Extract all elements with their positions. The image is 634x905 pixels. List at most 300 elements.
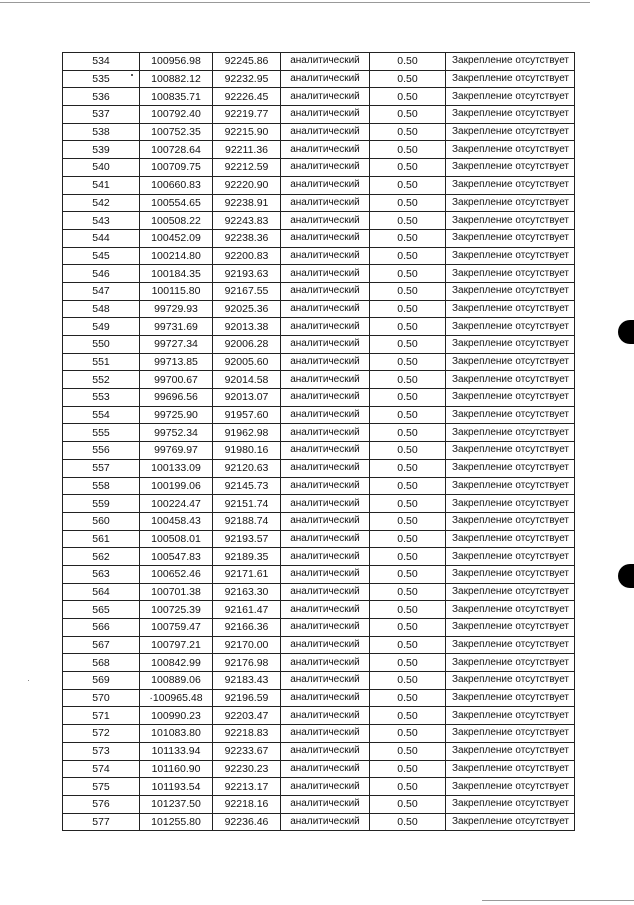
method-cell: аналитический — [281, 159, 370, 177]
method-cell: аналитический — [281, 247, 370, 265]
error-cell: 0.50 — [370, 212, 446, 230]
point-number-cell: 558 — [63, 477, 140, 495]
method-cell: аналитический — [281, 212, 370, 230]
error-cell: 0.50 — [370, 53, 446, 71]
marking-note-cell: Закрепление отсутствует — [446, 707, 575, 725]
y-coordinate-cell: 92171.61 — [213, 565, 281, 583]
y-coordinate-cell: 92196.59 — [213, 689, 281, 707]
y-coordinate-cell: 92167.55 — [213, 282, 281, 300]
table-row — [63, 282, 575, 300]
point-number-cell: 537 — [63, 106, 140, 124]
x-coordinate-cell: 100115.80 — [140, 282, 213, 300]
table-row — [63, 672, 575, 690]
marking-note-cell: Закрепление отсутствует — [446, 689, 575, 707]
y-coordinate-cell: 92226.45 — [213, 88, 281, 106]
method-cell: аналитический — [281, 654, 370, 672]
error-cell: 0.50 — [370, 636, 446, 654]
bottom-scan-edge — [482, 900, 634, 901]
y-coordinate-cell: 92212.59 — [213, 159, 281, 177]
method-cell: аналитический — [281, 477, 370, 495]
point-number-cell: 543 — [63, 212, 140, 230]
marking-note-cell: Закрепление отсутствует — [446, 477, 575, 495]
x-coordinate-cell: 101255.80 — [140, 813, 213, 831]
point-number-cell: 546 — [63, 265, 140, 283]
y-coordinate-cell: 91980.16 — [213, 442, 281, 460]
error-cell: 0.50 — [370, 725, 446, 743]
error-cell: 0.50 — [370, 318, 446, 336]
method-cell: аналитический — [281, 88, 370, 106]
x-coordinate-cell: 99700.67 — [140, 371, 213, 389]
table-row — [63, 795, 575, 813]
point-number-cell: 568 — [63, 654, 140, 672]
method-cell: аналитический — [281, 371, 370, 389]
error-cell: 0.50 — [370, 565, 446, 583]
marking-note-cell: Закрепление отсутствует — [446, 495, 575, 513]
method-cell: аналитический — [281, 565, 370, 583]
marking-note-cell: Закрепление отсутствует — [446, 212, 575, 230]
x-coordinate-cell: 100956.98 — [140, 53, 213, 71]
marking-note-cell: Закрепление отсутствует — [446, 282, 575, 300]
table-row — [63, 725, 575, 743]
point-number-cell: 576 — [63, 795, 140, 813]
y-coordinate-cell: 92213.17 — [213, 778, 281, 796]
point-number-cell: 570 — [63, 689, 140, 707]
table-row — [63, 336, 575, 354]
marking-note-cell: Закрепление отсутствует — [446, 672, 575, 690]
marking-note-cell: Закрепление отсутствует — [446, 795, 575, 813]
y-coordinate-cell: 92145.73 — [213, 477, 281, 495]
point-number-cell: 574 — [63, 760, 140, 778]
y-coordinate-cell: 92220.90 — [213, 176, 281, 194]
x-coordinate-cell: 100701.38 — [140, 583, 213, 601]
x-coordinate-cell: 100133.09 — [140, 459, 213, 477]
x-coordinate-cell: 100728.64 — [140, 141, 213, 159]
marking-note-cell: Закрепление отсутствует — [446, 194, 575, 212]
point-number-cell: 553 — [63, 389, 140, 407]
method-cell: аналитический — [281, 795, 370, 813]
error-cell: 0.50 — [370, 442, 446, 460]
point-number-cell: 535 — [63, 70, 140, 88]
error-cell: 0.50 — [370, 336, 446, 354]
x-coordinate-cell: 100835.71 — [140, 88, 213, 106]
marking-note-cell: Закрепление отсутствует — [446, 619, 575, 637]
error-cell: 0.50 — [370, 123, 446, 141]
point-number-cell: 565 — [63, 601, 140, 619]
table-row — [63, 406, 575, 424]
table-row — [63, 707, 575, 725]
error-cell: 0.50 — [370, 424, 446, 442]
table-row — [63, 70, 575, 88]
y-coordinate-cell: 92025.36 — [213, 300, 281, 318]
y-coordinate-cell: 92193.63 — [213, 265, 281, 283]
x-coordinate-cell: ·100965.48 — [140, 689, 213, 707]
table-row — [63, 123, 575, 141]
x-coordinate-cell: 100709.75 — [140, 159, 213, 177]
error-cell: 0.50 — [370, 194, 446, 212]
marking-note-cell: Закрепление отсутствует — [446, 336, 575, 354]
method-cell: аналитический — [281, 106, 370, 124]
method-cell: аналитический — [281, 424, 370, 442]
y-coordinate-cell: 92014.58 — [213, 371, 281, 389]
punch-hole — [618, 320, 634, 344]
method-cell: аналитический — [281, 389, 370, 407]
error-cell: 0.50 — [370, 176, 446, 194]
error-cell: 0.50 — [370, 247, 446, 265]
method-cell: аналитический — [281, 672, 370, 690]
y-coordinate-cell: 92166.36 — [213, 619, 281, 637]
method-cell: аналитический — [281, 459, 370, 477]
error-cell: 0.50 — [370, 689, 446, 707]
method-cell: аналитический — [281, 689, 370, 707]
x-coordinate-cell: 100452.09 — [140, 229, 213, 247]
table-row — [63, 229, 575, 247]
error-cell: 0.50 — [370, 619, 446, 637]
x-coordinate-cell: 99696.56 — [140, 389, 213, 407]
y-coordinate-cell: 92013.38 — [213, 318, 281, 336]
y-coordinate-cell: 92233.67 — [213, 742, 281, 760]
method-cell: аналитический — [281, 619, 370, 637]
point-number-cell: 571 — [63, 707, 140, 725]
marking-note-cell: Закрепление отсутствует — [446, 742, 575, 760]
table-row — [63, 371, 575, 389]
point-number-cell: 573 — [63, 742, 140, 760]
point-number-cell: 556 — [63, 442, 140, 460]
point-number-cell: 566 — [63, 619, 140, 637]
marking-note-cell: Закрепление отсутствует — [446, 389, 575, 407]
x-coordinate-cell: 100759.47 — [140, 619, 213, 637]
x-coordinate-cell: 100547.83 — [140, 548, 213, 566]
x-coordinate-cell: 100508.22 — [140, 212, 213, 230]
point-number-cell: 552 — [63, 371, 140, 389]
marking-note-cell: Закрепление отсутствует — [446, 265, 575, 283]
x-coordinate-cell: 99713.85 — [140, 353, 213, 371]
point-number-cell: 539 — [63, 141, 140, 159]
error-cell: 0.50 — [370, 70, 446, 88]
x-coordinate-cell: 100508.01 — [140, 530, 213, 548]
x-coordinate-cell: 99725.90 — [140, 406, 213, 424]
method-cell: аналитический — [281, 742, 370, 760]
table-row — [63, 247, 575, 265]
marking-note-cell: Закрепление отсутствует — [446, 300, 575, 318]
method-cell: аналитический — [281, 353, 370, 371]
error-cell: 0.50 — [370, 477, 446, 495]
method-cell: аналитический — [281, 601, 370, 619]
point-number-cell: 544 — [63, 229, 140, 247]
table-row — [63, 159, 575, 177]
method-cell: аналитический — [281, 70, 370, 88]
point-number-cell: 562 — [63, 548, 140, 566]
point-number-cell: 536 — [63, 88, 140, 106]
y-coordinate-cell: 92230.23 — [213, 760, 281, 778]
y-coordinate-cell: 92211.36 — [213, 141, 281, 159]
error-cell: 0.50 — [370, 707, 446, 725]
marking-note-cell: Закрепление отсутствует — [446, 601, 575, 619]
table-row — [63, 583, 575, 601]
point-number-cell: 560 — [63, 512, 140, 530]
method-cell: аналитический — [281, 141, 370, 159]
table-row — [63, 477, 575, 495]
method-cell: аналитический — [281, 530, 370, 548]
point-number-cell: 542 — [63, 194, 140, 212]
marking-note-cell: Закрепление отсутствует — [446, 813, 575, 831]
table-row — [63, 565, 575, 583]
x-coordinate-cell: 99769.97 — [140, 442, 213, 460]
marking-note-cell: Закрепление отсутствует — [446, 512, 575, 530]
error-cell: 0.50 — [370, 141, 446, 159]
table-row — [63, 654, 575, 672]
x-coordinate-cell: 100214.80 — [140, 247, 213, 265]
error-cell: 0.50 — [370, 282, 446, 300]
marking-note-cell: Закрепление отсутствует — [446, 318, 575, 336]
marking-note-cell: Закрепление отсутствует — [446, 106, 575, 124]
marking-note-cell: Закрепление отсутствует — [446, 636, 575, 654]
method-cell: аналитический — [281, 53, 370, 71]
top-scan-edge — [0, 2, 590, 3]
table-row — [63, 265, 575, 283]
table-row — [63, 548, 575, 566]
table-row — [63, 106, 575, 124]
marking-note-cell: Закрепление отсутствует — [446, 548, 575, 566]
y-coordinate-cell: 92200.83 — [213, 247, 281, 265]
error-cell: 0.50 — [370, 495, 446, 513]
marking-note-cell: Закрепление отсутствует — [446, 424, 575, 442]
table-row — [63, 459, 575, 477]
table-row — [63, 619, 575, 637]
point-number-cell: 577 — [63, 813, 140, 831]
error-cell: 0.50 — [370, 742, 446, 760]
point-number-cell: 541 — [63, 176, 140, 194]
method-cell: аналитический — [281, 636, 370, 654]
method-cell: аналитический — [281, 194, 370, 212]
error-cell: 0.50 — [370, 548, 446, 566]
y-coordinate-cell: 92151.74 — [213, 495, 281, 513]
table-row — [63, 512, 575, 530]
table-row — [63, 495, 575, 513]
point-number-cell: 551 — [63, 353, 140, 371]
point-number-cell: 545 — [63, 247, 140, 265]
y-coordinate-cell: 92183.43 — [213, 672, 281, 690]
table-row — [63, 212, 575, 230]
method-cell: аналитический — [281, 282, 370, 300]
method-cell: аналитический — [281, 176, 370, 194]
error-cell: 0.50 — [370, 88, 446, 106]
marking-note-cell: Закрепление отсутствует — [446, 53, 575, 71]
marking-note-cell: Закрепление отсутствует — [446, 725, 575, 743]
y-coordinate-cell: 92176.98 — [213, 654, 281, 672]
coordinates-table-body — [63, 53, 575, 831]
point-number-cell: 548 — [63, 300, 140, 318]
point-number-cell: 547 — [63, 282, 140, 300]
method-cell: аналитический — [281, 300, 370, 318]
marking-note-cell: Закрепление отсутствует — [446, 371, 575, 389]
error-cell: 0.50 — [370, 389, 446, 407]
method-cell: аналитический — [281, 813, 370, 831]
method-cell: аналитический — [281, 512, 370, 530]
point-number-cell: 575 — [63, 778, 140, 796]
x-coordinate-cell: 100554.65 — [140, 194, 213, 212]
error-cell: 0.50 — [370, 583, 446, 601]
y-coordinate-cell: 92170.00 — [213, 636, 281, 654]
x-coordinate-cell: 101160.90 — [140, 760, 213, 778]
error-cell: 0.50 — [370, 530, 446, 548]
y-coordinate-cell: 92161.47 — [213, 601, 281, 619]
y-coordinate-cell: 92219.77 — [213, 106, 281, 124]
x-coordinate-cell: 100660.83 — [140, 176, 213, 194]
point-number-cell: 567 — [63, 636, 140, 654]
point-number-cell: 569 — [63, 672, 140, 690]
marking-note-cell: Закрепление отсутствует — [446, 442, 575, 460]
table-row — [63, 88, 575, 106]
y-coordinate-cell: 92188.74 — [213, 512, 281, 530]
y-coordinate-cell: 92005.60 — [213, 353, 281, 371]
point-number-cell: 559 — [63, 495, 140, 513]
error-cell: 0.50 — [370, 371, 446, 389]
x-coordinate-cell: 99729.93 — [140, 300, 213, 318]
marking-note-cell: Закрепление отсутствует — [446, 760, 575, 778]
marking-note-cell: Закрепление отсутствует — [446, 123, 575, 141]
table-row — [63, 389, 575, 407]
method-cell: аналитический — [281, 406, 370, 424]
y-coordinate-cell: 92232.95 — [213, 70, 281, 88]
point-number-cell: 555 — [63, 424, 140, 442]
error-cell: 0.50 — [370, 778, 446, 796]
coordinates-table — [62, 52, 575, 831]
marking-note-cell: Закрепление отсутствует — [446, 778, 575, 796]
x-coordinate-cell: 100792.40 — [140, 106, 213, 124]
error-cell: 0.50 — [370, 406, 446, 424]
error-cell: 0.50 — [370, 106, 446, 124]
x-coordinate-cell: 100889.06 — [140, 672, 213, 690]
y-coordinate-cell: 92189.35 — [213, 548, 281, 566]
error-cell: 0.50 — [370, 760, 446, 778]
table-row — [63, 760, 575, 778]
marking-note-cell: Закрепление отсутствует — [446, 654, 575, 672]
x-coordinate-cell: 101133.94 — [140, 742, 213, 760]
y-coordinate-cell: 92238.36 — [213, 229, 281, 247]
x-coordinate-cell: 100458.43 — [140, 512, 213, 530]
y-coordinate-cell: 92013.07 — [213, 389, 281, 407]
error-cell: 0.50 — [370, 512, 446, 530]
table-row — [63, 176, 575, 194]
table-row — [63, 442, 575, 460]
method-cell: аналитический — [281, 318, 370, 336]
error-cell: 0.50 — [370, 795, 446, 813]
method-cell: аналитический — [281, 495, 370, 513]
table-row — [63, 141, 575, 159]
y-coordinate-cell: 92238.91 — [213, 194, 281, 212]
error-cell: 0.50 — [370, 654, 446, 672]
y-coordinate-cell: 92243.83 — [213, 212, 281, 230]
x-coordinate-cell: 99731.69 — [140, 318, 213, 336]
marking-note-cell: Закрепление отсутствует — [446, 565, 575, 583]
point-number-cell: 557 — [63, 459, 140, 477]
table-row — [63, 636, 575, 654]
table-row — [63, 318, 575, 336]
x-coordinate-cell: 100990.23 — [140, 707, 213, 725]
scan-speck — [28, 680, 29, 681]
x-coordinate-cell: 100652.46 — [140, 565, 213, 583]
marking-note-cell: Закрепление отсутствует — [446, 530, 575, 548]
x-coordinate-cell: 100199.06 — [140, 477, 213, 495]
x-coordinate-cell: 100224.47 — [140, 495, 213, 513]
y-coordinate-cell: 92203.47 — [213, 707, 281, 725]
error-cell: 0.50 — [370, 459, 446, 477]
point-number-cell: 563 — [63, 565, 140, 583]
y-coordinate-cell: 92193.57 — [213, 530, 281, 548]
table-row — [63, 601, 575, 619]
marking-note-cell: Закрепление отсутствует — [446, 88, 575, 106]
marking-note-cell: Закрепление отсутствует — [446, 141, 575, 159]
table-row — [63, 300, 575, 318]
method-cell: аналитический — [281, 548, 370, 566]
x-coordinate-cell: 101193.54 — [140, 778, 213, 796]
x-coordinate-cell: 100882.12 — [140, 70, 213, 88]
x-coordinate-cell: 100797.21 — [140, 636, 213, 654]
method-cell: аналитический — [281, 707, 370, 725]
error-cell: 0.50 — [370, 300, 446, 318]
table-row — [63, 353, 575, 371]
marking-note-cell: Закрепление отсутствует — [446, 70, 575, 88]
x-coordinate-cell: 100752.35 — [140, 123, 213, 141]
method-cell: аналитический — [281, 778, 370, 796]
y-coordinate-cell: 92236.46 — [213, 813, 281, 831]
method-cell: аналитический — [281, 265, 370, 283]
y-coordinate-cell: 91962.98 — [213, 424, 281, 442]
point-number-cell: 538 — [63, 123, 140, 141]
error-cell: 0.50 — [370, 601, 446, 619]
method-cell: аналитический — [281, 442, 370, 460]
y-coordinate-cell: 92215.90 — [213, 123, 281, 141]
marking-note-cell: Закрепление отсутствует — [446, 176, 575, 194]
table-row — [63, 689, 575, 707]
table-row — [63, 530, 575, 548]
x-coordinate-cell: 100725.39 — [140, 601, 213, 619]
x-coordinate-cell: 100842.99 — [140, 654, 213, 672]
method-cell: аналитический — [281, 725, 370, 743]
table-row — [63, 424, 575, 442]
method-cell: аналитический — [281, 760, 370, 778]
table-row — [63, 194, 575, 212]
point-number-cell: 564 — [63, 583, 140, 601]
y-coordinate-cell: 92245.86 — [213, 53, 281, 71]
x-coordinate-cell: 101083.80 — [140, 725, 213, 743]
x-coordinate-cell: 99727.34 — [140, 336, 213, 354]
marking-note-cell: Закрепление отсутствует — [446, 406, 575, 424]
error-cell: 0.50 — [370, 672, 446, 690]
error-cell: 0.50 — [370, 159, 446, 177]
marking-note-cell: Закрепление отсутствует — [446, 247, 575, 265]
method-cell: аналитический — [281, 336, 370, 354]
y-coordinate-cell: 92163.30 — [213, 583, 281, 601]
marking-note-cell: Закрепление отсутствует — [446, 353, 575, 371]
y-coordinate-cell: 92218.16 — [213, 795, 281, 813]
table-row — [63, 53, 575, 71]
point-number-cell: 549 — [63, 318, 140, 336]
point-number-cell: 550 — [63, 336, 140, 354]
point-number-cell: 561 — [63, 530, 140, 548]
marking-note-cell: Закрепление отсутствует — [446, 459, 575, 477]
x-coordinate-cell: 99752.34 — [140, 424, 213, 442]
marking-note-cell: Закрепление отсутствует — [446, 583, 575, 601]
y-coordinate-cell: 92218.83 — [213, 725, 281, 743]
point-number-cell: 554 — [63, 406, 140, 424]
point-number-cell: 534 — [63, 53, 140, 71]
x-coordinate-cell: 100184.35 — [140, 265, 213, 283]
punch-hole — [618, 564, 634, 588]
y-coordinate-cell: 92006.28 — [213, 336, 281, 354]
x-coordinate-cell: 101237.50 — [140, 795, 213, 813]
table-row — [63, 813, 575, 831]
